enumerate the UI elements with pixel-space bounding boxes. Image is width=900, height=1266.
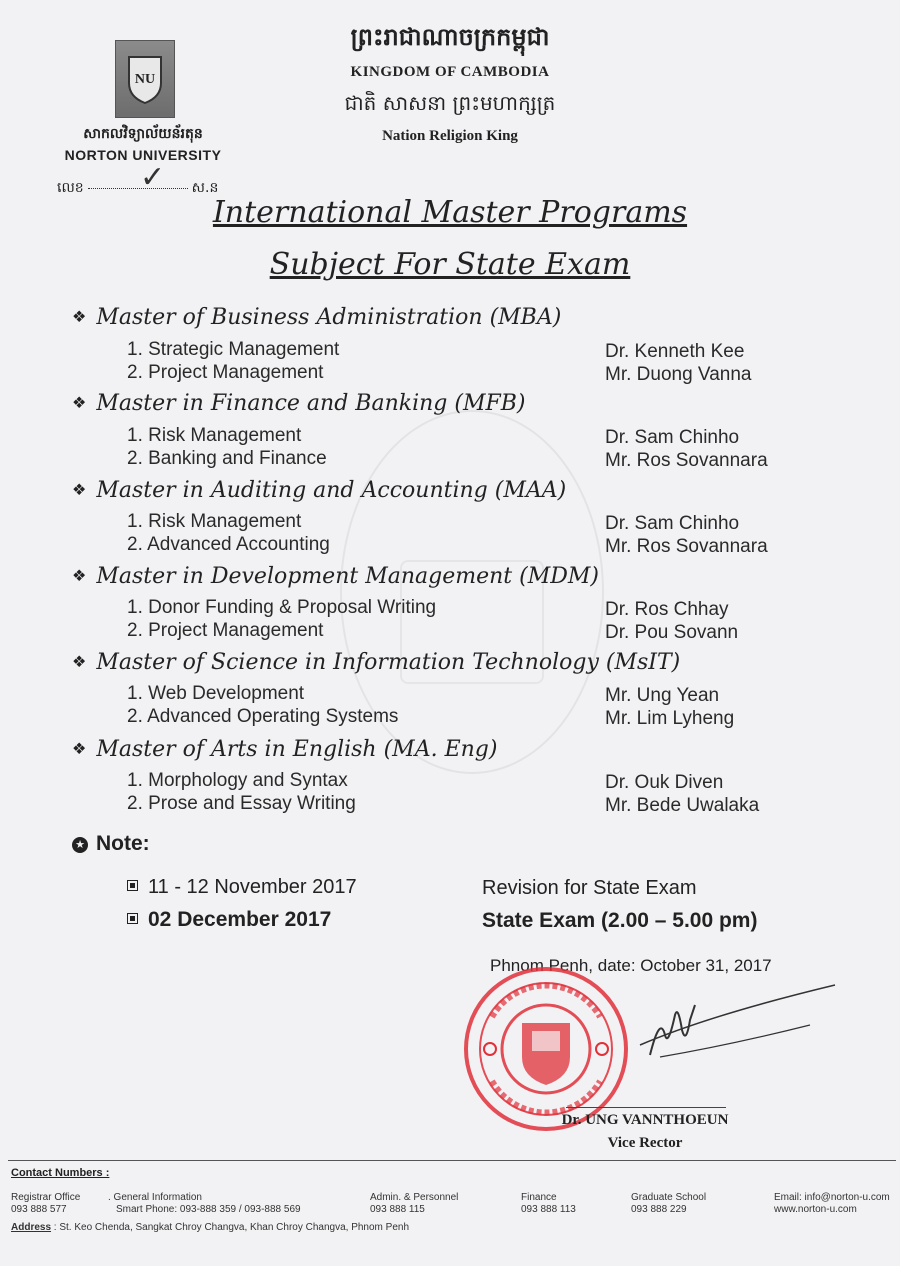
diamond-bullet-icon: ❖ (72, 739, 87, 758)
contact-registrar: Registrar Office 093 888 577 (11, 1192, 81, 1215)
document-title: International Master Programs (212, 195, 688, 230)
note-heading: ★ Note: (72, 832, 150, 856)
motto-khmer: ជាតិ សាសនា ព្រះមហាក្សត្រ (344, 91, 556, 115)
note-event: State Exam (2.00 – 5.00 pm) (482, 909, 758, 932)
kingdom-english: KINGDOM OF CAMBODIA (350, 64, 550, 80)
lecturer: Mr. Bede Uwalaka (605, 795, 760, 816)
university-name: NORTON UNIVERSITY (64, 147, 222, 163)
diamond-bullet-icon: ❖ (72, 652, 87, 671)
note-date: 11 - 12 November 2017 (127, 876, 357, 899)
address: Address : St. Keo Chenda, Sangkat Chroy Changva, Khan Chroy Changva, Phnom Penh (11, 1222, 410, 1233)
program-heading: ❖ Master in Auditing and Accounting (MAA) (72, 478, 567, 503)
place-and-date: Phnom Penh, date: October 31, 2017 (490, 956, 772, 975)
lecturer: Dr. Ouk Diven (605, 772, 724, 793)
ref-prefix: លេខ (57, 180, 84, 196)
svg-text:NU: NU (134, 72, 156, 87)
lecturer: Mr. Ros Sovannara (605, 450, 768, 471)
kingdom-khmer: ព្រះរាជាណាចក្រកម្ពុជា (350, 23, 550, 51)
university-logo (115, 40, 175, 118)
program-heading: ❖ Master of Science in Information Technology (MsIT) (72, 650, 681, 675)
square-bullet-icon (127, 880, 138, 891)
subject: 1. Risk Management (127, 425, 302, 446)
checkmark-icon: ✓ (140, 161, 166, 194)
subject: 2. Banking and Finance (127, 448, 327, 469)
lecturer: Dr. Ros Chhay (605, 599, 729, 620)
contact-graduate-school: Graduate School 093 888 229 (631, 1192, 707, 1215)
ref-suffix: ស.ន (191, 180, 219, 196)
subject: 2. Advanced Accounting (127, 534, 330, 555)
program-heading: ❖ Master of Arts in English (MA. Eng) (72, 737, 498, 762)
lecturer: Mr. Ung Yean (605, 685, 720, 706)
diamond-bullet-icon: ❖ (72, 566, 87, 585)
note-date: 02 December 2017 (127, 908, 331, 932)
star-icon: ★ (72, 837, 88, 853)
program-heading: ❖ Master in Finance and Banking (MFB) (72, 391, 526, 416)
subject: 2. Prose and Essay Writing (127, 793, 356, 814)
diamond-bullet-icon: ❖ (72, 393, 87, 412)
subject: 1. Web Development (127, 683, 305, 704)
lecturer: Mr. Duong Vanna (605, 364, 752, 385)
lecturer: Mr. Lim Lyheng (605, 708, 735, 729)
university-name-khmer: សាកលវិទ្យាល័យន័រតុន (83, 126, 203, 142)
subject: 2. Advanced Operating Systems (127, 706, 399, 727)
note-event: Revision for State Exam (482, 877, 697, 899)
lecturer: Mr. Ros Sovannara (605, 536, 768, 557)
contact-heading: Contact Numbers : (11, 1167, 110, 1179)
signer-title: Vice Rector (607, 1135, 683, 1151)
shield-icon (125, 53, 165, 105)
diamond-bullet-icon: ❖ (72, 307, 87, 326)
contact-admin: Admin. & Personnel 093 888 115 (370, 1192, 459, 1215)
lecturer: Dr. Kenneth Kee (605, 341, 745, 362)
subject: 2. Project Management (127, 362, 324, 383)
motto-english: Nation Religion King (382, 128, 518, 144)
subject: 1. Donor Funding & Proposal Writing (127, 597, 437, 618)
square-bullet-icon (127, 913, 138, 924)
program-heading: ❖ Master of Business Administration (MBA) (72, 305, 562, 330)
lecturer: Dr. Pou Sovann (605, 622, 739, 643)
document-subtitle: Subject For State Exam (269, 247, 631, 282)
program-heading: ❖ Master in Development Management (MDM) (72, 564, 599, 589)
lecturer: Dr. Sam Chinho (605, 513, 740, 534)
diamond-bullet-icon: ❖ (72, 480, 87, 499)
handwritten-signature (620, 975, 840, 1065)
subject: 1. Strategic Management (127, 339, 340, 360)
contact-email: Email: info@norton-u.com www.norton-u.com (774, 1192, 890, 1215)
subject: 1. Risk Management (127, 511, 302, 532)
contact-general-info: . General Information Smart Phone: 093-888 359 / 093-888 569 (108, 1192, 301, 1215)
signature-line (566, 1107, 726, 1108)
contact-finance: Finance 093 888 113 (521, 1192, 576, 1215)
footer-divider (8, 1160, 896, 1161)
subject: 1. Morphology and Syntax (127, 770, 348, 791)
signer-name: Dr. UNG VANNTHOEUN (561, 1112, 729, 1128)
subject: 2. Project Management (127, 620, 324, 641)
lecturer: Dr. Sam Chinho (605, 427, 740, 448)
